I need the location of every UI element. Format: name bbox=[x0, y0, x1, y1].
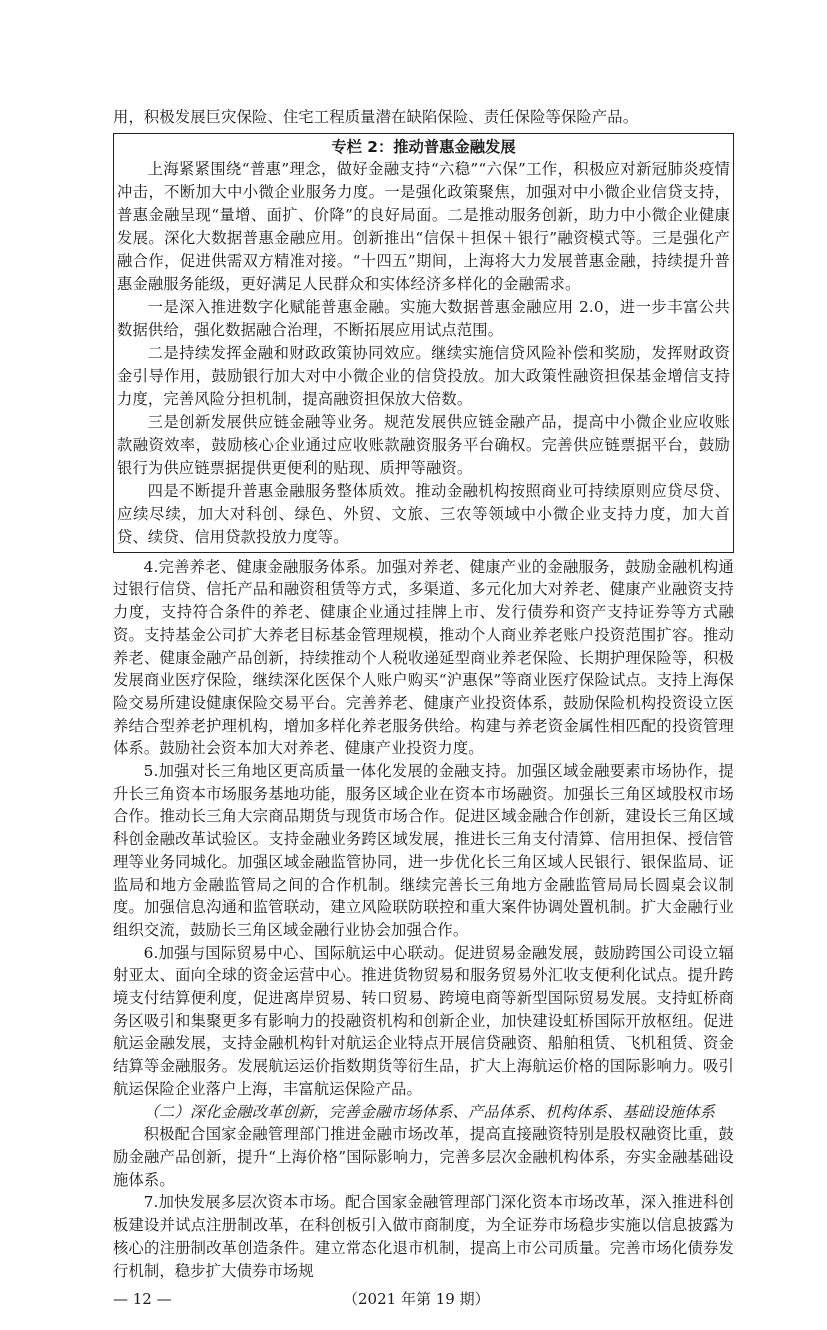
paragraph-6: 6.加强与国际贸易中心、国际航运中心联动。促进贸易金融发展，鼓励跨国公司设立辐射亚太、面向全球的资金运营中心。推进货物贸易和服务贸易外汇收支便利化试点。提升跨境支付结算便利度，促进离岸贸易、转口贸易、跨境电商等新型国际贸易发展。支持虹桥商务区吸引和集聚更多有影响力的投融资机构和创新企业，加快建设虹桥国际开放枢纽。促进航运金融发展，支持金融机构针对航运企业特点开展信贷融资、船舶租赁、飞机租赁、资金结算等金融服务。发展航运运价指数期货等衍生品，扩大上海航运价格的国际影响力。吸引航运保险企业落户上海，丰富航运保险产品。 bbox=[113, 943, 734, 1098]
issue-label: （2021 年第 19 期） bbox=[343, 1290, 490, 1309]
footer bbox=[113, 1288, 734, 1310]
page-number: — 12 — bbox=[113, 1290, 172, 1309]
box-paragraph: 二是持续发挥金融和财政政策协同效应。继续实施信贷风险补偿和奖励，发挥财政资金引导作用，鼓励银行加大对中小微企业的信贷投放。加大政策性融资担保基金增信支持力度，完善风险分担机制，提高融资担保放大倍数。 bbox=[117, 343, 730, 408]
box-paragraph: 上海紧紧围绕“普惠”理念，做好金融支持“六稳”“六保”工作，积极应对新冠肺炎疫情冲击，不断加大中小微企业服务力度。一是强化政策聚焦，加强对中小微企业信贷支持，普惠金融呈现“量增、面扩、价降”的良好局面。二是推动服务创新，助力中小微企业健康发展。深化大数据普惠金融应用。创新推出“信保＋担保＋银行”融资模式等。三是强化产融合作，促进供需双方精准对接。“十四五”期间，上海将大力发展普惠金融，持续提升普惠金融服务能级，更好满足人民群众和实体经济多样化的金融需求。 bbox=[117, 159, 730, 293]
lead-line: 用，积极发展巨灾保险、住宅工程质量潜在缺陷保险、责任保险等保险产品。 bbox=[113, 108, 639, 126]
paragraph-4: 4.完善养老、健康金融服务体系。加强对养老、健康产业的金融服务，鼓励金融机构通过银行信贷、信托产品和融资租赁等方式，多渠道、多元化加大对养老、健康产业融资支持力度，支持符合条件的养老、健康企业通过挂牌上市、发行债券和资产支持证券等方式融资。支持基金公司扩大养老目标基金管理规模，推动个人商业养老账户投资范围扩容。推动养老、健康金融产品创新，持续推动个人税收递延型商业养老保险、长期护理保险等，积极发展商业医疗保险，继续深化医保个人账户购买“沪惠保”等商业医疗保险试点。支持上海保险交易所建设健康保险交易平台。完善养老、健康产业投资体系，鼓励保险机构投资设立医养结合型养老护理机构，增加多样化养老服务供给。构建与养老资金属性相匹配的投资管理体系。鼓励社会资本加大对养老、健康产业投资力度。 bbox=[113, 557, 734, 758]
section-intro: 积极配合国家金融管理部门推进金融市场改革，提高直接融资特别是股权融资比重，鼓励金融产品创新，提升“上海价格”国际影响力，完善多层次金融机构体系，夯实金融基础设施体系。 bbox=[113, 1125, 734, 1189]
section-heading: （二）深化金融改革创新，完善金融市场体系、产品体系、机构体系、基础设施体系 bbox=[143, 1102, 716, 1121]
box-paragraph: 四是不断提升普惠金融服务整体质效。推动金融机构按照商业可持续原则应贷尽贷、应续尽续，加大对科创、绿色、外贸、文旅、三农等领域中小微企业支持力度，加大首贷、续贷、信用贷款投放力度等。 bbox=[117, 481, 730, 546]
box-paragraph: 三是创新发展供应链金融等业务。规范发展供应链金融产品，提高中小微企业应收账款融资效率，鼓励核心企业通过应收账款融资服务平台确权。完善供应链票据平台，鼓励银行为供应链票据提供更便利的贴现、质押等融资。 bbox=[117, 412, 730, 477]
sidebar-box bbox=[113, 133, 734, 553]
paragraph-5: 5.加强对长三角地区更高质量一体化发展的金融支持。加强区域金融要素市场协作，提升长三角资本市场服务基地功能，服务区域企业在资本市场融资。加强长三角区域股权市场合作。推动长三角大宗商品期货与现货市场合作。促进区域金融合作创新，建设长三角区域科创金融改革试验区。支持金融业务跨区域发展，推进长三角支付清算、信用担保、授信管理等业务同城化。加强区域金融监管协同，进一步优化长三角区域人民银行、银保监局、证监局和地方金融监管局之间的合作机制。继续完善长三角地方金融监管局局长圆桌会议制度。加强信息沟通和监管联动，建立风险联防联控和重大案件协调处置机制。扩大金融行业组织交流，鼓励长三角区域金融行业协会加强合作。 bbox=[113, 762, 734, 939]
box-title: 专栏 2：推动普惠金融发展 bbox=[331, 137, 516, 156]
box-paragraph: 一是深入推进数字化赋能普惠金融。实施大数据普惠金融应用 2.0，进一步丰富公共数据供给，强化数据融合治理，不断拓展应用试点范围。 bbox=[117, 297, 730, 339]
paragraph-7: 7.加快发展多层次资本市场。配合国家金融管理部门深化资本市场改革，深入推进科创板建设并试点注册制改革，在科创板引入做市商制度，为全证券市场稳步实施以信息披露为核心的注册制改革创造条件。建立常态化退市机制，提高上市公司质量。完善市场化债券发行机制，稳步扩大债券市场规 bbox=[113, 1193, 734, 1280]
document-page bbox=[113, 0, 734, 1282]
